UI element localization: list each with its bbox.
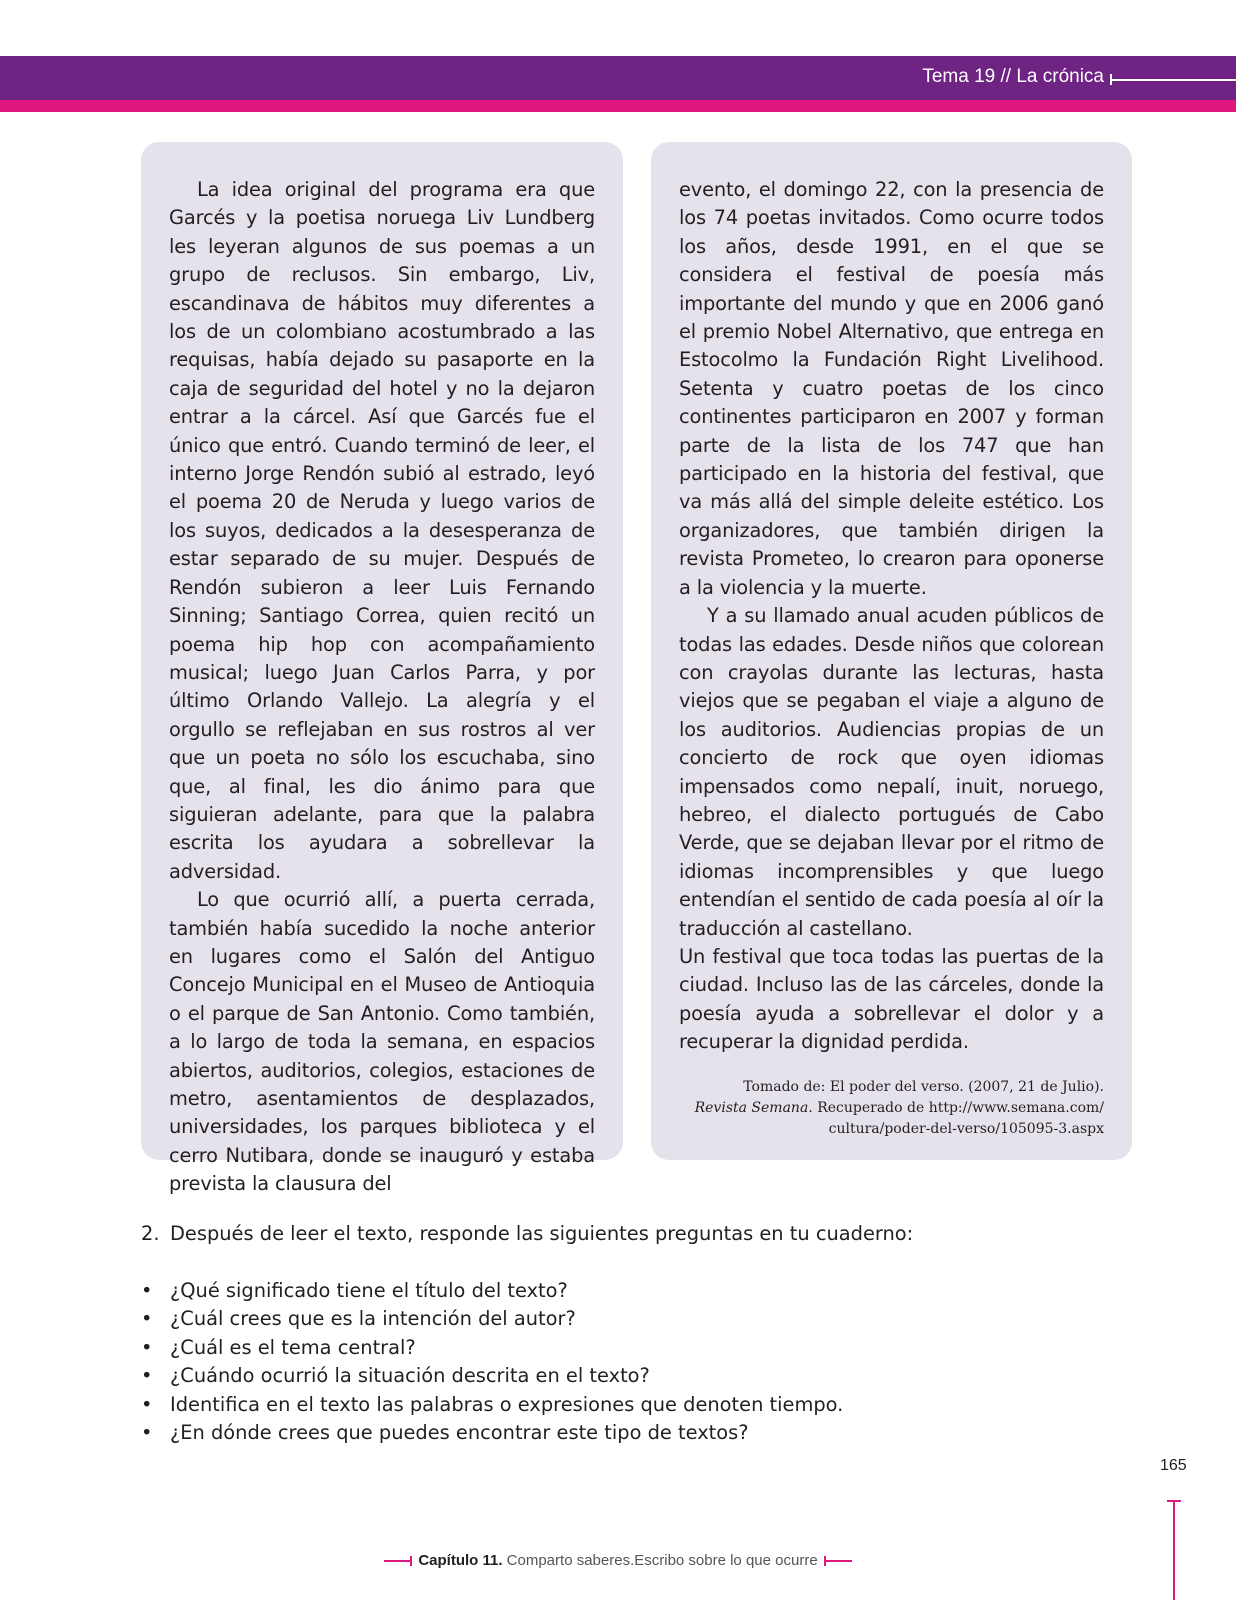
paragraph: evento, el domingo 22, con la presencia de los 74 poetas invitados. Como ocurre todos los años, desde 1991, en el que se considera el festival de poesía más importante del mundo y que en 2006 ganó el premio Nobel Alternativo, que entrega en Estocolmo la Fundación Right Livelihood. Setenta y cuatro poetas de los cinco continentes participaron en 2007 y forman parte de la lista de los 747 que han participado en la historia del festival, que va más allá del simple deleite estético. Los organizadores, que también dirigen la revista Prometeo, lo crearon para oponerse a la violencia y la muerte.: [679, 178, 1104, 599]
paragraph: La idea original del programa era que Garcés y la poetisa noruega Liv Lundberg les leyeran algunos de sus poemas a un grupo de reclusos. Sin embargo, Liv, escandinava de hábitos muy diferentes a los de un colombiano acostumbrado a las requisas, había dejado su pasaporte en la caja de seguridad del hotel y no la dejaron entrar a la cárcel. Así que Garcés fue el único que entró. Cuando terminó de leer, el interno Jorge Rendón subió al estrado, leyó el poema 20 de Neruda y luego varios de los suyos, dedicados a la desesperanza de estar separado de su mujer. Después de Rendón subieron a leer Luis Fernando Sinning; Santiago Correa, quien recitó un poema hip hop con acompañamiento musical; luego Juan Carlos Parra, y por último Orlando Vallejo. La alegría y el orgullo se reflejaban en sus rostros al ver que un poeta no sólo los escuchaba, sino que, al final, les dio ánimo para que siguieran adelante, para que la palabra escrita los ayudara a sobrellevar la adversidad.: [169, 178, 595, 883]
footer-rule-right: [824, 1560, 852, 1562]
list-item-text: ¿En dónde crees que puedes encontrar este tipo de textos?: [170, 1421, 749, 1445]
reading-box-left: [141, 142, 623, 1196]
citation-line: [679, 1098, 1104, 1119]
list-item-text: ¿Cuál crees que es la intención del autor?: [170, 1307, 576, 1331]
activity-question: [141, 1222, 1101, 1245]
question-text: Después de leer el texto, responde las siguientes preguntas en tu cuaderno:: [170, 1222, 914, 1245]
list-item: [141, 1277, 843, 1305]
footer-rule-left: [384, 1560, 412, 1562]
bullet-icon: •: [141, 1392, 153, 1416]
page-side-rule-tick: [1167, 1500, 1181, 1502]
bullet-icon: •: [141, 1335, 153, 1359]
header-rule-tick: [1110, 74, 1112, 85]
citation-url-end: cultura/poder-del-verso/105095-3.aspx: [828, 1120, 1104, 1137]
paragraph: Un festival que toca todas las puertas de la ciudad. Incluso las de las cárceles, donde la poesía ayuda a sobrellevar el dolor y a recuperar la dignidad perdida.: [679, 944, 1104, 1054]
citation-url-start: . Recuperado de http://www.semana.com/: [808, 1099, 1104, 1116]
header-rule: [1110, 79, 1236, 81]
bullet-icon: •: [141, 1421, 153, 1445]
page-number: 165: [1160, 1457, 1187, 1474]
list-item: [141, 1391, 843, 1419]
paragraph: Lo que ocurrió allí, a puerta cerrada, también había sucedido la noche anterior en lugares como el Salón del Antiguo Concejo Municipal en el Museo de Antioquia o el parque de San Antonio. Como también, a lo largo de toda la semana, en espacios abiertos, auditorios, colegios, estaciones de metro, asentamientos de desplazados, universidades, los parques biblioteca y el cerro Nutibara, donde se inauguró y estaba prevista la clausura del: [169, 888, 595, 1196]
footer-chapter: Capítulo 11.: [418, 1552, 503, 1569]
page-topic-title: Tema 19 // La crónica: [922, 66, 1104, 87]
list-item: [141, 1334, 843, 1362]
list-item-text: ¿Cuándo ocurrió la situación descrita en el texto?: [170, 1364, 650, 1388]
footer-subtitle: Comparto saberes.Escribo sobre lo que ocurre: [506, 1552, 818, 1569]
bullet-icon: •: [141, 1279, 153, 1302]
source-citation: [679, 1077, 1104, 1140]
list-item-text: ¿Cuál es el tema central?: [170, 1335, 416, 1359]
bullet-icon: •: [141, 1307, 153, 1331]
citation-line: Tomado de: El poder del verso. (2007, 21 de Julio).: [743, 1078, 1104, 1095]
list-item-text: ¿Qué significado tiene el título del texto?: [170, 1279, 568, 1302]
list-item-text: Identifica en el texto las palabras o expresiones que denoten tiempo.: [170, 1392, 844, 1416]
list-item: [141, 1305, 843, 1333]
list-item: [141, 1362, 843, 1390]
question-number: 2.: [141, 1222, 160, 1245]
citation-publication: Revista Semana: [694, 1099, 809, 1116]
question-list: [141, 1277, 843, 1447]
reading-box-right: [651, 142, 1132, 1160]
page-side-rule: [1173, 1500, 1175, 1600]
bullet-icon: •: [141, 1364, 153, 1388]
paragraph: Y a su llamado anual acuden públicos de todas las edades. Desde niños que colorean con crayolas durante las lecturas, hasta viejos que se pegaban el viaje a alguno de los auditorios. Audiencias propias de un concierto de rock que oyen idiomas impensados como nepalí, inuit, noruego, hebreo, el dialecto portugués de Cabo Verde, que se dejaban llevar por el ritmo de idiomas incomprensibles y que luego entendían el sentido de cada poesía al oír la traducción al castellano.: [679, 604, 1104, 940]
chapter-footer: [0, 1552, 1236, 1569]
list-item: [141, 1419, 843, 1447]
header-stripe: [0, 100, 1236, 112]
